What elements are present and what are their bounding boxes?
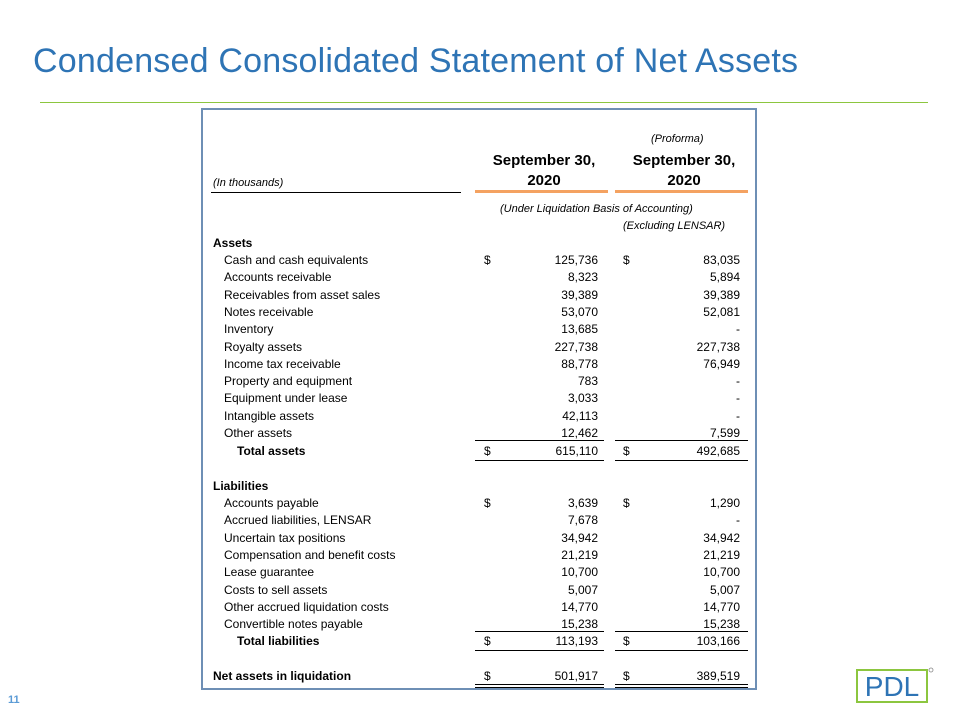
assets-value-2: 7,599 xyxy=(709,426,740,440)
liabilities-value-1: 10,700 xyxy=(561,565,598,580)
col1-header-underline xyxy=(475,190,608,193)
liabilities-header: Liabilities xyxy=(213,479,269,493)
total-liabilities-value-2: 103,166 xyxy=(696,634,740,648)
liabilities-total-line-2 xyxy=(615,650,748,651)
assets-label: Income tax receivable xyxy=(224,356,341,371)
liabilities-value-2: 14,770 xyxy=(703,599,740,614)
net-assets-double-line-1b xyxy=(475,687,604,688)
net-assets-currency-2: $ xyxy=(623,669,630,683)
liabilities-value-1: 34,942 xyxy=(561,530,598,545)
liabilities-label: Other accrued liquidation costs xyxy=(224,599,389,614)
net-assets-label: Net assets in liquidation xyxy=(213,669,352,683)
assets-value-1: 125,736 xyxy=(554,253,598,267)
units-underline xyxy=(211,192,461,193)
liabilities-value-1: 21,219 xyxy=(561,547,598,562)
assets-label: Property and equipment xyxy=(224,374,353,389)
assets-value-2: - xyxy=(736,408,740,423)
col2-header-line2: 2020 xyxy=(667,172,701,189)
assets-value-2: 52,081 xyxy=(703,304,740,319)
assets-total-line-1 xyxy=(475,460,604,461)
assets-currency-1: $ xyxy=(484,253,491,267)
assets-value-1: 88,778 xyxy=(561,356,598,371)
total-assets-label: Total assets xyxy=(237,444,306,458)
liabilities-label: Compensation and benefit costs xyxy=(224,547,396,562)
assets-label: Royalty assets xyxy=(224,339,303,354)
units-label: (In thousands) xyxy=(213,177,284,189)
assets-subtotal-line-2 xyxy=(615,440,748,441)
total-liabilities-label: Total liabilities xyxy=(237,634,320,648)
pdl-logo xyxy=(856,664,934,704)
liabilities-value-2: 34,942 xyxy=(703,530,740,545)
title-divider xyxy=(40,102,928,103)
total-assets-currency-1: $ xyxy=(484,444,491,458)
total-liabilities-currency-2: $ xyxy=(623,634,630,648)
assets-value-1: 13,685 xyxy=(561,322,598,337)
total-assets-value-2: 492,685 xyxy=(696,444,740,458)
assets-value-1: 783 xyxy=(577,374,598,389)
assets-value-1: 12,462 xyxy=(561,426,598,440)
page-title: Condensed Consolidated Statement of Net Assets xyxy=(33,42,799,80)
assets-subtotal-line-1 xyxy=(475,440,604,441)
liabilities-value-1: 3,639 xyxy=(567,496,598,510)
assets-value-1: 8,323 xyxy=(567,270,598,285)
assets-total-line-2 xyxy=(615,460,748,461)
assets-currency-2: $ xyxy=(623,253,630,267)
liabilities-value-2: 1,290 xyxy=(709,496,740,510)
proforma-label: (Proforma) xyxy=(651,133,704,145)
liabilities-label: Convertible notes payable xyxy=(224,617,363,632)
assets-value-2: - xyxy=(736,322,740,337)
assets-label: Cash and cash equivalents xyxy=(224,253,369,267)
liabilities-value-2: 10,700 xyxy=(703,565,740,580)
liabilities-value-2: - xyxy=(736,513,740,528)
assets-value-2: - xyxy=(736,374,740,389)
assets-value-1: 227,738 xyxy=(554,339,598,354)
liabilities-total-line-1 xyxy=(475,650,604,651)
liabilities-subtotal-line-1 xyxy=(475,631,604,632)
assets-value-2: 76,949 xyxy=(703,356,740,371)
liabilities-value-1: 15,238 xyxy=(561,617,598,632)
assets-label: Equipment under lease xyxy=(224,391,348,406)
liabilities-value-2: 5,007 xyxy=(709,582,740,597)
liabilities-currency-2: $ xyxy=(623,496,630,510)
assets-value-1: 42,113 xyxy=(562,408,598,423)
total-assets-currency-2: $ xyxy=(623,444,630,458)
liabilities-currency-1: $ xyxy=(484,496,491,510)
assets-value-2: 5,894 xyxy=(709,270,740,285)
col2-header-underline xyxy=(615,190,748,193)
liabilities-value-2: 21,219 xyxy=(703,547,740,562)
assets-label: Notes receivable xyxy=(224,304,314,319)
liabilities-label: Lease guarantee xyxy=(224,565,315,580)
assets-header: Assets xyxy=(213,236,253,250)
assets-value-2: 227,738 xyxy=(696,339,740,354)
liabilities-value-1: 7,678 xyxy=(567,513,598,528)
liabilities-value-1: 14,770 xyxy=(561,599,598,614)
assets-label: Accounts receivable xyxy=(224,270,332,285)
liabilities-value-1: 5,007 xyxy=(567,582,598,597)
basis-note: (Under Liquidation Basis of Accounting) xyxy=(500,203,693,215)
liabilities-label: Uncertain tax positions xyxy=(224,530,346,545)
liabilities-label: Accrued liabilities, LENSAR xyxy=(224,513,372,528)
assets-value-1: 3,033 xyxy=(567,391,598,406)
liabilities-subtotal-line-2 xyxy=(615,631,748,632)
assets-value-2: - xyxy=(736,391,740,406)
col1-header-line1: September 30, xyxy=(492,152,596,169)
page-number: 11 xyxy=(8,694,20,706)
total-liabilities-value-1: 113,193 xyxy=(555,634,598,648)
net-assets-value-1: 501,917 xyxy=(554,669,598,683)
total-assets-value-1: 615,110 xyxy=(555,444,598,458)
net-assets-double-line-1a xyxy=(475,684,604,685)
assets-value-1: 39,389 xyxy=(561,287,598,302)
col2-header-line1: September 30, xyxy=(632,152,736,169)
net-assets-double-line-2a xyxy=(615,684,748,685)
net-assets-double-line-2b xyxy=(615,687,748,688)
liabilities-value-2: 15,238 xyxy=(703,617,740,632)
assets-label: Receivables from asset sales xyxy=(224,287,381,302)
logo-text: PDL xyxy=(864,671,920,702)
liabilities-label: Costs to sell assets xyxy=(224,582,328,597)
assets-label: Intangible assets xyxy=(224,408,315,423)
excluding-note: (Excluding LENSAR) xyxy=(623,220,726,232)
net-assets-value-2: 389,519 xyxy=(696,669,740,683)
net-assets-currency-1: $ xyxy=(484,669,491,683)
col1-header-line2: 2020 xyxy=(527,172,561,189)
assets-value-2: 39,389 xyxy=(703,287,740,302)
assets-label: Inventory xyxy=(224,322,274,337)
assets-value-1: 53,070 xyxy=(561,304,598,319)
assets-label: Other assets xyxy=(224,426,293,440)
net-assets-table xyxy=(201,108,757,690)
liabilities-label: Accounts payable xyxy=(224,496,319,510)
total-liabilities-currency-1: $ xyxy=(484,634,491,648)
assets-value-2: 83,035 xyxy=(703,253,740,267)
